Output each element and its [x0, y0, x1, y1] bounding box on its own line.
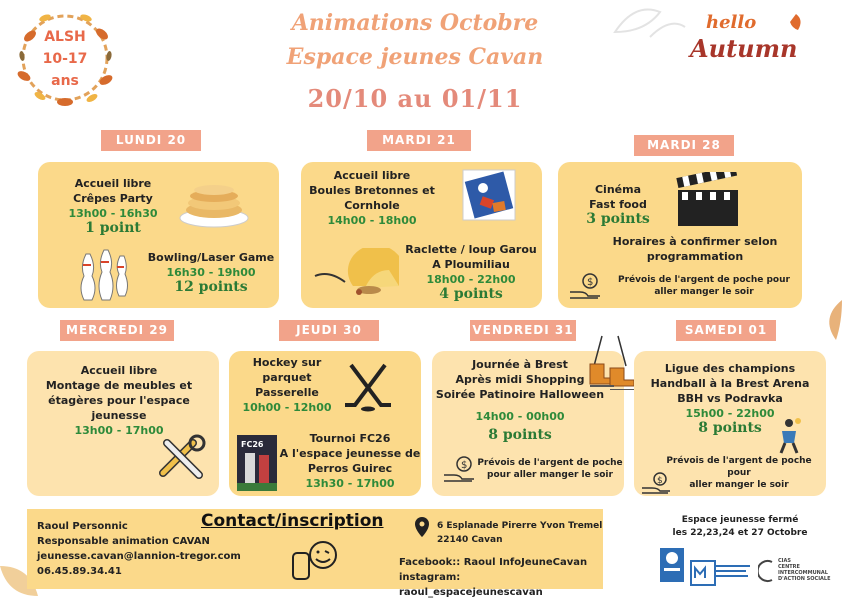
mardi21-activity-1b: Boules Bretonnes et	[309, 184, 435, 197]
jeudi-activity-2c: Perros Guirec	[307, 462, 393, 475]
handball-player-icon	[776, 417, 802, 455]
badge-line-1: ALSH	[44, 29, 86, 45]
cias-logo-icon	[758, 558, 776, 584]
mardi21-time-1: 14h00 - 18h00	[327, 214, 417, 227]
raclette-icon	[313, 248, 403, 298]
lundi-points-2: 12 points	[174, 279, 248, 295]
vendredi-activity-1: Journée à Brest	[472, 358, 568, 371]
mardi28-money-2: aller manger le soir	[654, 287, 754, 297]
location-pin-icon	[415, 517, 429, 537]
mardi28-note-2: programmation	[646, 250, 744, 263]
mercredi-activity-1: Accueil libre	[80, 364, 158, 377]
samedi-money-1: Prévois de l'argent de poche pour	[666, 456, 812, 478]
card-lundi	[38, 162, 279, 308]
svg-text:FC26: FC26	[241, 440, 264, 449]
mercredi-time: 13h00 - 17h00	[74, 424, 164, 437]
contact-heading: Contact/inscription	[201, 511, 384, 531]
vendredi-money-2: pour aller manger le soir	[487, 470, 613, 480]
caf-logo-icon	[660, 548, 684, 582]
mardi28-money-1: Prévois de l'argent de poche pour	[618, 275, 790, 285]
tools-icon	[157, 433, 211, 483]
samedi-time: 15h00 - 22h00	[685, 407, 775, 420]
ice-skates-icon	[588, 334, 638, 390]
jeudi-activity-1: Hockey sur	[252, 356, 322, 369]
jeudi-activity-1c: Passerelle	[255, 386, 319, 399]
contact-address-1: 6 Esplanade Pirerre Yvon Tremel	[437, 521, 603, 531]
contact-facebook[interactable]: Facebook:: Raoul InfoJeuneCavan	[399, 557, 588, 568]
lundi-activity-2: Bowling/Laser Game	[147, 251, 275, 264]
jeudi-time-2: 13h30 - 17h00	[305, 477, 395, 490]
contact-instagram[interactable]: instagram: raoul_espacejeunescavan	[399, 572, 543, 598]
partner-logo-1	[660, 548, 684, 582]
logo-hello: hello	[706, 12, 757, 33]
card-mardi-28	[558, 162, 802, 308]
mardi21-points-2: 4 points	[439, 286, 503, 302]
tab-jeudi: JEUDI 30	[279, 320, 379, 341]
samedi-activity-1b: Handball à la Brest Arena	[650, 377, 810, 390]
contact-panel	[27, 509, 603, 598]
tab-vendredi: VENDREDI 31	[470, 320, 576, 341]
vendredi-money-1: Prévois de l'argent de poche	[477, 458, 623, 468]
tab-mardi-21: MARDI 21	[367, 130, 471, 151]
svg-text:$: $	[461, 460, 468, 471]
jeudi-activity-2b: A l'espace jeunesse de	[279, 447, 421, 460]
contact-email[interactable]: jeunesse.cavan@lannion-tregor.com	[37, 551, 241, 562]
closed-notice	[650, 514, 830, 540]
mardi21-activity-2b: A Ploumiliau	[432, 258, 510, 271]
jeudi-activity-1b: parquet	[262, 371, 312, 384]
tab-mardi-28: MARDI 28	[634, 135, 734, 156]
card-samedi	[634, 351, 826, 496]
partner-logo-3	[758, 558, 838, 586]
msa-logo-icon	[692, 562, 714, 584]
vendredi-activity-1c: Soirée Patinoire Halloween	[435, 388, 605, 401]
lundi-points-1: 1 point	[85, 220, 141, 236]
cias-line-2: CENTRE	[778, 564, 800, 570]
lundi-activity-1b: Crêpes Party	[73, 192, 153, 205]
partner-text-lines-icon	[716, 562, 756, 582]
title-line-1: Animations Octobre	[291, 10, 539, 36]
cias-line-1: CIAS	[778, 558, 792, 564]
title-line-3: 20/10 au 01/11	[307, 84, 523, 113]
fc26-cover-image	[237, 435, 277, 491]
vendredi-activity-1b: Après midi Shopping	[455, 373, 585, 386]
jeudi-activity-2: Tournoi FC26	[309, 432, 391, 445]
card-jeudi	[229, 351, 421, 496]
badge-line-2: 10-17	[42, 51, 88, 67]
samedi-activity-1: Ligue des champions	[664, 362, 796, 375]
vendredi-points: 8 points	[488, 427, 552, 443]
mercredi-activity-1b: Montage de meubles et	[45, 379, 193, 392]
mardi21-activity-2: Raclette / loup Garou	[405, 243, 537, 256]
tab-lundi: LUNDI 20	[101, 130, 201, 151]
vendredi-time: 14h00 - 00h00	[475, 410, 565, 423]
samedi-money-2: aller manger le soir	[689, 480, 789, 490]
mardi21-activity-1c: Cornhole	[344, 199, 400, 212]
tab-samedi: SAMEDI 01	[676, 320, 776, 341]
mercredi-activity-1c: étagères pour l'espace	[48, 394, 190, 407]
phone-hand-icon	[291, 539, 339, 581]
crepes-icon	[178, 178, 250, 228]
jeudi-time-1: 10h00 - 12h00	[242, 401, 332, 414]
mercredi-activity-1d: jeunesse	[91, 409, 147, 422]
contact-address-2: 22140 Cavan	[437, 535, 503, 545]
logo-autumn: Autumn	[690, 34, 798, 63]
svg-text:$: $	[587, 277, 594, 288]
bowling-pins-icon	[76, 246, 128, 304]
lundi-time-2: 16h30 - 19h00	[166, 266, 256, 279]
contact-role: Responsable animation CAVAN	[37, 536, 210, 547]
title-line-2: Espace jeunes Cavan	[286, 44, 544, 70]
mardi21-time-2: 18h00 - 22h00	[426, 273, 516, 286]
alsh-badge	[10, 6, 120, 116]
leaf-corner-icon	[820, 300, 842, 340]
samedi-activity-1c: BBH vs Podravka	[677, 392, 783, 405]
partner-logo-2-text	[716, 562, 756, 582]
background-leaves-icon	[610, 2, 690, 42]
contact-phone[interactable]: 06.45.89.34.41	[37, 566, 122, 577]
samedi-points: 8 points	[698, 420, 762, 436]
cias-line-4: D'ACTION SOCIALE	[778, 576, 831, 582]
money-hand-icon	[568, 272, 602, 300]
closed-line-1: Espace jeunesse fermé	[681, 515, 799, 525]
mardi28-points: 3 points	[586, 211, 650, 227]
lundi-time-1: 13h00 - 16h30	[68, 207, 158, 220]
cias-line-3: INTERCOMMUNAL	[778, 570, 828, 576]
card-mercredi	[27, 351, 219, 496]
money-hand-icon	[442, 455, 476, 483]
svg-text:$: $	[657, 476, 663, 486]
partner-logo-2	[690, 560, 716, 586]
hello-autumn-logo	[676, 10, 806, 70]
contact-name: Raoul Personnic	[37, 521, 128, 532]
mardi28-activity-1: Cinéma	[594, 183, 642, 196]
lundi-activity-1: Accueil libre	[74, 177, 152, 190]
mardi28-note-1: Horaires à confirmer selon	[612, 235, 778, 248]
players-icon	[237, 435, 277, 491]
tab-mercredi: MERCREDI 29	[60, 320, 174, 341]
mardi28-activity-1b: Fast food	[589, 198, 647, 211]
clapperboard-icon	[672, 172, 742, 228]
badge-line-3: ans	[51, 73, 79, 89]
card-mardi-21	[301, 162, 542, 308]
mardi21-activity-1: Accueil libre	[333, 169, 411, 182]
closed-line-2: les 22,23,24 et 27 Octobre	[672, 528, 808, 538]
hockey-sticks-icon	[341, 361, 395, 413]
cornhole-icon	[461, 168, 517, 222]
